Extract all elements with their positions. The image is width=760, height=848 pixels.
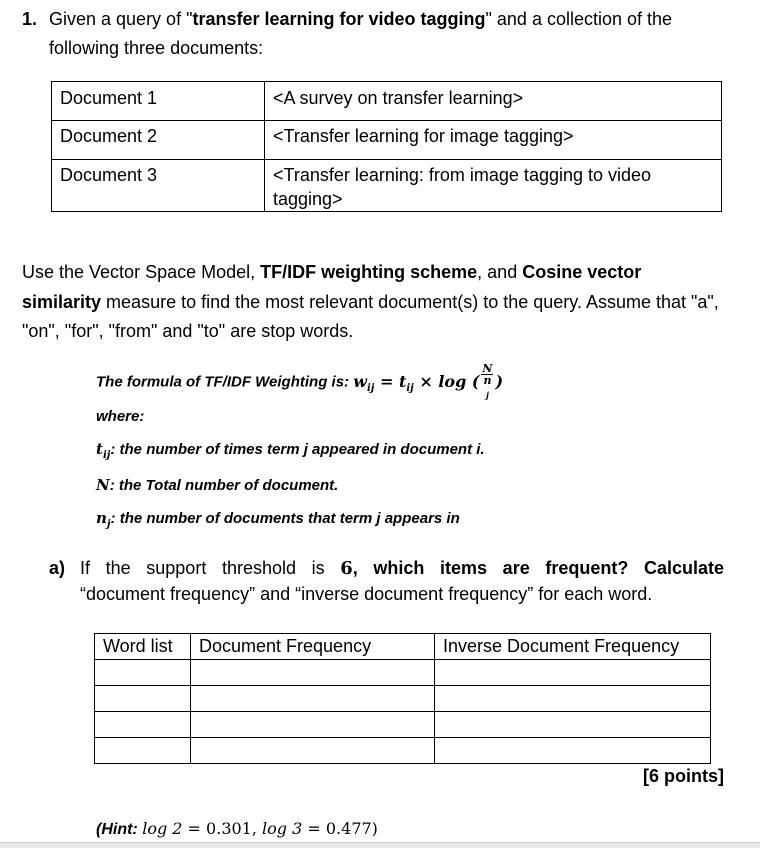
word-frequency-table (94, 633, 711, 764)
part-a-text-line2: “document frequency” and “inverse document frequency” for each word. (80, 584, 653, 604)
header-inverse-document-frequency: Inverse Document Frequency (435, 634, 711, 660)
formula-where: where: (96, 408, 145, 425)
table-cell (191, 660, 435, 686)
part-a-text: If the support threshold is 6, which items are frequent? Calculate (80, 558, 724, 579)
formula-line: The formula of TF/IDF Weighting is: $w_{ij} = t_{ij} \times \log$ ( N n $_j$ ) (96, 362, 504, 401)
table-cell (191, 686, 435, 712)
document-title: <Transfer learning: from image tagging to video tagging> (265, 160, 722, 212)
table-row (95, 712, 711, 738)
definition-t: $t_{ij}$: the number of times term j appeared in document i. (96, 440, 485, 461)
instructions-paragraph: Use the Vector Space Model, TF/IDF weighting scheme, and Cosine vector similarity measure to find the most relevant document(s) to the query. Assume that "a", "on", "for", "from" and "to" are stop words. (22, 262, 719, 341)
header-word-list: Word list (95, 634, 191, 660)
points-label: [6 points] (643, 766, 724, 786)
table-header-row (95, 634, 711, 660)
table-cell (191, 712, 435, 738)
table-row (95, 738, 711, 764)
table-row (95, 660, 711, 686)
document-title: <Transfer learning for image tagging> (265, 121, 722, 160)
table-cell (435, 712, 711, 738)
table-cell (435, 738, 711, 764)
part-a-label: a) (49, 558, 66, 578)
query-text: transfer learning for video tagging (192, 9, 486, 29)
hint-text: (Hint: log 2 = 0.301, log 3 = 0.477) (96, 819, 378, 838)
question-number: 1. (22, 9, 38, 29)
table-cell (435, 660, 711, 686)
question-intro-line2: following three documents: (49, 38, 264, 58)
table-row (52, 121, 722, 160)
definition-n: $n_j$: the number of documents that term j appears in (96, 509, 460, 530)
document-name: Document 2 (52, 121, 265, 160)
document-name: Document 1 (52, 82, 265, 121)
table-cell (95, 686, 191, 712)
table-row (95, 686, 711, 712)
definition-N: N: the Total number of document. (96, 476, 339, 494)
documents-table (51, 81, 722, 212)
question-intro: Given a query of "transfer learning for video tagging" and a collection of the (49, 9, 673, 29)
table-row (52, 160, 722, 212)
table-row (52, 82, 722, 121)
header-document-frequency: Document Frequency (191, 634, 435, 660)
fraction: N n $_j$ (482, 362, 493, 401)
table-cell (95, 712, 191, 738)
document-title: <A survey on transfer learning> (265, 82, 722, 121)
table-cell (191, 738, 435, 764)
document-name: Document 3 (52, 160, 265, 212)
table-cell (435, 686, 711, 712)
table-cell (95, 660, 191, 686)
table-cell (95, 738, 191, 764)
page-bottom-edge (0, 842, 760, 848)
